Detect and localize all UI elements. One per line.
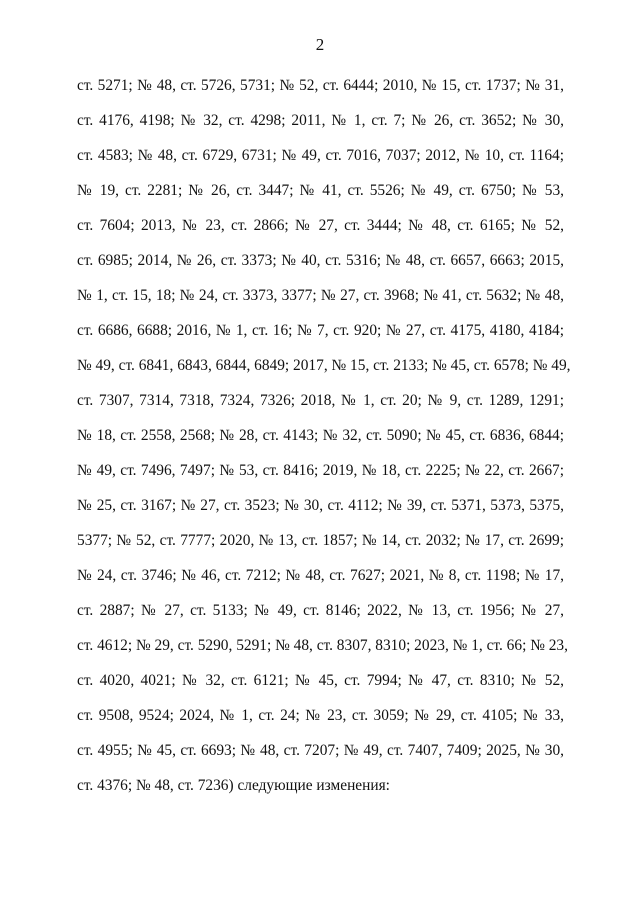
document-body [77, 68, 571, 803]
text-line: ст. 4020, 4021; № 32, ст. 6121; № 45, ст. 7994; № 47, ст. 8310; № 52, [77, 672, 564, 689]
text-line: ст. 9508, 9524; 2024, № 1, ст. 24; № 23, ст. 3059; № 29, ст. 4105; № 33, [77, 707, 564, 724]
text-line: № 1, ст. 15, 18; № 24, ст. 3373, 3377; № 27, ст. 3968; № 41, ст. 5632; № 48, [77, 287, 564, 304]
text-line: ст. 7604; 2013, № 23, ст. 2866; № 27, ст. 3444; № 48, ст. 6165; № 52, [77, 217, 564, 234]
text-line: № 25, ст. 3167; № 27, ст. 3523; № 30, ст. 4112; № 39, ст. 5371, 5373, 5375, [77, 497, 564, 514]
text-line: № 49, ст. 6841, 6843, 6844, 6849; 2017, № 15, ст. 2133; № 45, ст. 6578; № 49, [77, 357, 571, 374]
text-line-last: ст. 4376; № 48, ст. 7236) следующие изменения: [77, 777, 390, 794]
text-line: № 24, ст. 3746; № 46, ст. 7212; № 48, ст. 7627; 2021, № 8, ст. 1198; № 17, [77, 567, 564, 584]
text-line: 5377; № 52, ст. 7777; 2020, № 13, ст. 1857; № 14, ст. 2032; № 17, ст. 2699; [77, 532, 564, 549]
text-line: ст. 4955; № 45, ст. 6693; № 48, ст. 7207; № 49, ст. 7407, 7409; 2025, № 30, [77, 742, 564, 759]
text-line: ст. 5271; № 48, ст. 5726, 5731; № 52, ст. 6444; 2010, № 15, ст. 1737; № 31, [77, 77, 564, 94]
text-line: ст. 4612; № 29, ст. 5290, 5291; № 48, ст. 8307, 8310; 2023, № 1, ст. 66; № 23, [77, 637, 568, 654]
text-line: № 49, ст. 7496, 7497; № 53, ст. 8416; 2019, № 18, ст. 2225; № 22, ст. 2667; [77, 462, 564, 479]
text-line: ст. 2887; № 27, ст. 5133; № 49, ст. 8146; 2022, № 13, ст. 1956; № 27, [77, 602, 564, 619]
text-line: № 18, ст. 2558, 2568; № 28, ст. 4143; № 32, ст. 5090; № 45, ст. 6836, 6844; [77, 427, 564, 444]
text-line: ст. 6985; 2014, № 26, ст. 3373; № 40, ст. 5316; № 48, ст. 6657, 6663; 2015, [77, 252, 564, 269]
text-line: ст. 4583; № 48, ст. 6729, 6731; № 49, ст. 7016, 7037; 2012, № 10, ст. 1164; [77, 147, 564, 164]
text-line: ст. 7307, 7314, 7318, 7324, 7326; 2018, № 1, ст. 20; № 9, ст. 1289, 1291; [77, 392, 564, 409]
text-line: ст. 6686, 6688; 2016, № 1, ст. 16; № 7, ст. 920; № 27, ст. 4175, 4180, 4184; [77, 322, 564, 339]
page-number: 2 [315, 35, 325, 54]
text-line: № 19, ст. 2281; № 26, ст. 3447; № 41, ст. 5526; № 49, ст. 6750; № 53, [77, 182, 564, 199]
text-line: ст. 4176, 4198; № 32, ст. 4298; 2011, № 1, ст. 7; № 26, ст. 3652; № 30, [77, 112, 564, 129]
